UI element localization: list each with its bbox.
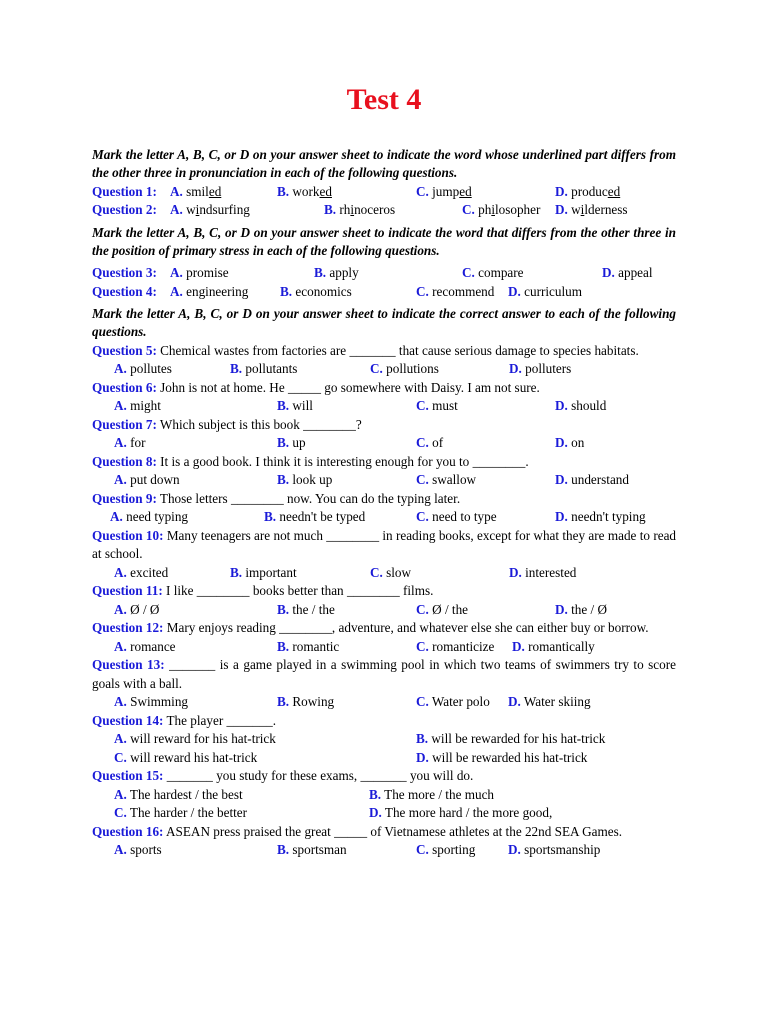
question-label: Question 10: — [92, 527, 164, 543]
question-text: I like ________ books better than ________ films. — [166, 583, 434, 599]
option-b: B. apply — [314, 265, 359, 281]
question-label: Question 13: — [92, 657, 165, 673]
question-stem — [92, 453, 676, 472]
question-label: Question 11: — [92, 583, 163, 599]
question-16 — [92, 823, 676, 860]
page-title: Test 4 — [346, 83, 422, 116]
section-2-instruction: Mark the letter A, B, C, or D on your answer sheet to indicate the word that differs from the other three in the position of primary stress in each of the following questions. — [92, 224, 676, 258]
option-a: A. for — [114, 435, 146, 451]
question-text: Mary enjoys reading ________, adventure, and whatever else she can either buy or borrow. — [166, 620, 649, 636]
question-label: Question 5: — [92, 342, 157, 358]
option-a: A. Ø / Ø — [114, 601, 160, 617]
question-2 — [92, 201, 676, 220]
option-b: B. look up — [277, 472, 333, 488]
option-d: D. sportsmanship — [508, 842, 601, 858]
option-c: C. must — [416, 398, 458, 414]
option-a: A. will reward for his hat-trick — [114, 731, 276, 747]
option-d: D. needn't typing — [555, 509, 646, 525]
option-c: C. compare — [462, 265, 524, 281]
question-5 — [92, 342, 676, 379]
question-text: _______ you study for these exams, _______ you will do. — [166, 768, 474, 784]
test-page — [92, 82, 676, 860]
option-b: B. The more / the much — [369, 786, 495, 802]
question-text: Many teenagers are not much ________ in reading books, except for what they are made to read at school. — [92, 527, 677, 562]
option-d: D. will be rewarded his hat-trick — [416, 749, 588, 765]
option-d: D. should — [555, 398, 607, 414]
option-b: B. rhinoceros — [324, 202, 396, 218]
option-a: A. put down — [114, 472, 180, 488]
option-c: C. will reward his hat-trick — [114, 749, 258, 765]
option-a: A. engineering — [170, 283, 249, 299]
option-c: C. Water polo — [416, 694, 490, 710]
question-6 — [92, 379, 676, 416]
question-11 — [92, 582, 676, 619]
option-c: C. jumped — [416, 183, 472, 199]
option-b: B. sportsman — [277, 842, 347, 858]
option-c: C. The harder / the better — [114, 805, 248, 821]
option-b: B. the / the — [277, 601, 335, 617]
option-row — [92, 434, 676, 453]
question-1 — [92, 183, 676, 202]
option-a: A. need typing — [110, 509, 189, 525]
option-b: B. up — [277, 435, 306, 451]
option-a: A. sports — [114, 842, 162, 858]
option-b: B. romantic — [277, 638, 340, 654]
option-c: C. slow — [370, 564, 412, 580]
option-c: C. of — [416, 435, 444, 451]
option-row — [92, 508, 676, 527]
question-text: The player _______. — [166, 712, 276, 728]
option-a: A. pollutes — [114, 361, 172, 377]
question-7 — [92, 416, 676, 453]
option-a: A. Swimming — [114, 694, 189, 710]
question-10 — [92, 527, 676, 583]
question-stem — [92, 712, 676, 731]
question-8 — [92, 453, 676, 490]
question-stem — [92, 823, 676, 842]
question-label: Question 14: — [92, 712, 164, 728]
option-a: A. promise — [170, 265, 229, 281]
section-3-instruction: Mark the letter A, B, C, or D on your answer sheet to indicate the correct answer to each of the following questions. — [92, 306, 676, 340]
option-b: B. worked — [277, 183, 332, 199]
question-label: Question 3: — [92, 265, 157, 281]
question-text: Those letters ________ now. You can do the typing later. — [159, 490, 461, 506]
question-text: Chemical wastes from factories are _______ that cause serious damage to species habitats. — [160, 342, 639, 358]
question-label: Question 2: — [92, 202, 157, 218]
question-label: Question 12: — [92, 620, 164, 636]
question-4 — [92, 283, 676, 302]
option-b: B. economics — [280, 283, 352, 299]
question-label: Question 6: — [92, 379, 157, 395]
option-d: D. appeal — [602, 265, 653, 281]
option-d: D. Water skiing — [508, 694, 591, 710]
question-label: Question 8: — [92, 453, 157, 469]
option-b: B. will be rewarded for his hat-trick — [416, 731, 606, 747]
question-label: Question 1: — [92, 183, 157, 199]
option-row — [92, 397, 676, 416]
option-c: C. pollutions — [370, 361, 439, 377]
option-b: B. Rowing — [277, 694, 335, 710]
option-d: D. interested — [509, 564, 577, 580]
option-row — [92, 471, 676, 490]
question-label: Question 9: — [92, 490, 157, 506]
option-row — [92, 749, 676, 768]
question-stem — [92, 619, 676, 638]
question-stem — [92, 379, 676, 398]
option-d: D. on — [555, 435, 585, 451]
option-c: C. recommend — [416, 283, 495, 299]
option-d: D. wilderness — [555, 202, 628, 218]
option-d: D. polluters — [509, 361, 572, 377]
question-text: _______ is a game played in a swimming pool in which two teams of swimmers try to score goals with a ball. — [92, 657, 677, 691]
option-d: D. romantically — [512, 638, 595, 654]
option-b: B. will — [277, 398, 313, 414]
option-row — [92, 564, 676, 583]
question-label: Question 7: — [92, 416, 157, 432]
question-stem — [92, 490, 676, 509]
option-d: D. produced — [555, 183, 621, 199]
option-b: B. important — [230, 564, 297, 580]
question-15 — [92, 767, 676, 823]
option-a: A. romance — [114, 638, 176, 654]
option-row — [92, 841, 676, 860]
option-a: A. might — [114, 398, 161, 414]
question-text: John is not at home. He _____ go somewhere with Daisy. I am not sure. — [160, 379, 540, 395]
option-c: C. romanticize — [416, 638, 495, 654]
question-stem — [92, 582, 676, 601]
option-row — [92, 804, 676, 823]
section-3-questions — [92, 342, 676, 860]
option-a: A. windsurfing — [170, 202, 250, 218]
option-row — [92, 786, 676, 805]
question-text: ASEAN press praised the great _____ of Vietnamese athletes at the 22nd SEA Games. — [166, 823, 623, 839]
question-stem — [92, 342, 676, 361]
option-c: C. swallow — [416, 472, 477, 488]
question-13 — [92, 656, 676, 712]
option-c: C. sporting — [416, 842, 476, 858]
question-stem — [92, 527, 676, 564]
option-a: A. excited — [114, 564, 169, 580]
option-b: B. pollutants — [230, 361, 298, 377]
option-row — [92, 601, 676, 620]
option-row — [92, 360, 676, 379]
question-text: Which subject is this book ________? — [159, 416, 362, 432]
option-d: D. curriculum — [508, 283, 582, 299]
option-row — [92, 730, 676, 749]
option-c: C. philosopher — [462, 202, 541, 218]
option-c: C. need to type — [416, 509, 497, 525]
section-1-instruction: Mark the letter A, B, C, or D on your answer sheet to indicate the word whose underlined part differs from the other three in pronunciation in each of the following questions. — [92, 147, 676, 181]
option-d: D. the / Ø — [555, 601, 608, 617]
option-d: D. understand — [555, 472, 629, 488]
question-label: Question 15: — [92, 768, 164, 784]
question-stem — [92, 416, 676, 435]
question-text: It is a good book. I think it is interesting enough for you to ________. — [160, 453, 529, 469]
option-a: A. The hardest / the best — [114, 786, 243, 802]
option-b: B. needn't be typed — [264, 509, 366, 525]
question-14 — [92, 712, 676, 768]
option-row — [92, 638, 676, 657]
question-12 — [92, 619, 676, 656]
question-label: Question 16: — [92, 823, 164, 839]
option-c: C. Ø / the — [416, 601, 469, 617]
option-row — [92, 693, 676, 712]
option-d: D. The more hard / the more good, — [369, 805, 553, 821]
option-a: A. smiled — [170, 183, 222, 199]
question-stem — [92, 767, 676, 786]
question-3 — [92, 264, 676, 283]
question-stem — [92, 656, 676, 693]
question-9 — [92, 490, 676, 527]
question-label: Question 4: — [92, 283, 157, 299]
